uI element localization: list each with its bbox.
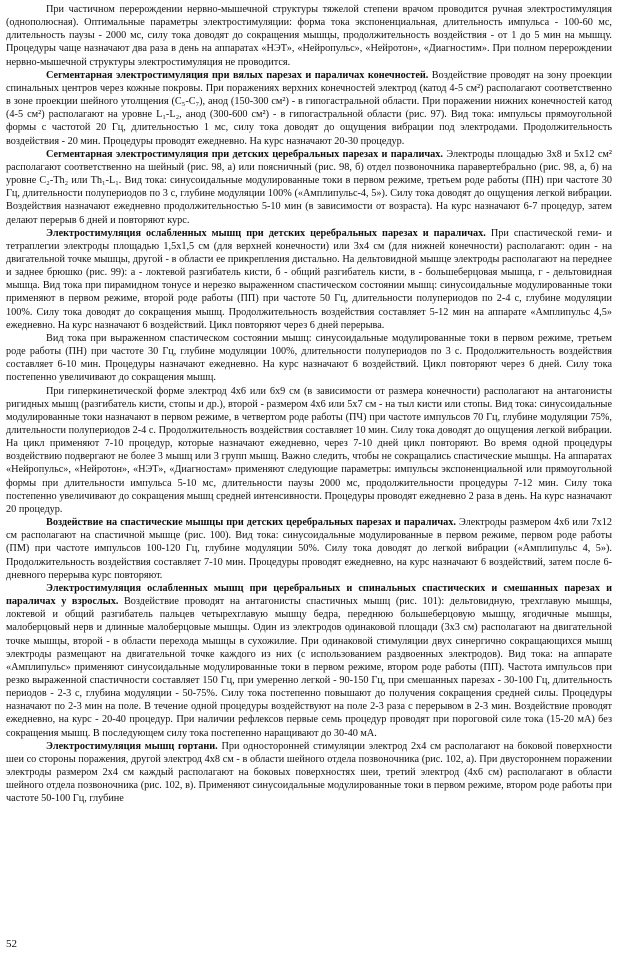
- paragraph-text: Электроды площадью 3х8 и 5х12 см² располагают соответственно на шейный (рис. 98, а) или поясничный (рис. 98, б) отдел позвоночника паравертебрально (рис. 98, а, б) на уровне C₂-Th₂ или Th₁-L₁. Вид тока: синусоидальные модулированные токи в первом режиме, третьем роде работы (ПН) при частоте 30 Гц, длительности полупериодов по 3 с, глубине модуляции 100% («Амплипульс-4, 5»). Силу тока доводят до ощущения легкой вибрации. Воздействия назначают ежедневно продолжительностью 5-10 мин (в зависимости от возраста). На курс назначают 6-7 процедур, затем делают перерыв 6 дней и повторяют курс.: [6, 148, 612, 226]
- paragraph: [6, 516, 612, 582]
- paragraph: [6, 385, 612, 517]
- paragraph: [6, 3, 612, 69]
- paragraph-text: При спастической геми- и тетраплегии электроды площадью 1,5х1,5 см (для верхней конечности) или 3х4 см (для нижней конечности) располагают: один - на двигательной точке мышцы, другой - в области ее прикрепления дистально. На дельтовидной мышце электроды располагают на переднее и заднее брюшко (рис. 99): а - локтевой разгибатель кисти, б - общий разгибатель кисти, в - большеберцовая мышца, г - дельтовидная мышца. Вид тока при пирамидном тонусе и нерезко выраженном спастическом состоянии мышц: синусоидальные модулированные токи применяют в первом режиме, второй роде работы (ПП) при частоте 50 Гц, длительности полупериодов по 2-4 с, глубине модуляции 100%. Силу тока доводят до сокращения мышц. Продолжительность воздействия составляет 5-12 мин на аппарате «Амплипульс 4,5» ежедневно. На курс назначают 6 воздействий. Цикл повторяют через 6 дней перерыва.: [6, 227, 612, 331]
- paragraph-text: Воздействие проводят на антагонисты спастичных мышц (рис. 101): дельтовидную, трехглавую мышцы, локтевой и общий разгибатель пальцев четырехглавую мышцу бедра, переднюю большеберцовую мышцу, ягодичные мышцы, малоберцовый нерв и длинные малоберцовые мышцы. Один из электродов одинаковой площади (3х3 см) располагают на двигательной точке мышцы, второй - в области перехода мышцы в сухожилие. При одинаковой стимуляции двух синергично сокращающихся мышц электроды размещают на двигательной точке каждого из них (с использованием раздвоенных электродов). Вид тока: на аппарате «Амплипульс» применяют синусоидальные модулированные токи в первом режиме, втором роде работы (ПП). Частота импульсов при резко выраженной спастичности составляет 150 Гц, при умеренно легкой - 90-150 Гц, при смешанных парезах - 30-100 Гц, длительность периодов - 2-3 с, глубина модуляции - 50-75%. Силу тока постепенно повышают до получения сокращения средней силы. Процедуры назначают по 2-3 мин на поле. В течение одной процедуры воздействуют на поле 2-3 раза с перерывом в 2-3 мин. Воздействие проводят ежедневно, на курс - 20-40 процедур. При наличии рефлексов первые семь процедур проводят при пороговой силе тока (15-20 мА) без сокращения мышц. В последующем силу тока постепенно наращивают до 30-40 мА.: [6, 596, 612, 739]
- paragraph-text: Вид тока при выраженном спастическом состоянии мышц: синусоидальные модулированные токи в первом режиме, третьем роде работы (ПН) при частоте 30 Гц, глубине модуляции 100%, длительности полупериодов по 3 с. Продолжительность воздействия составляет 6-10 мин. Процедуры назначают ежедневно. На курс назначают 6 воздействий. Цикл повторяют через 6 дней. Силу тока постепенно увеличивают до сокращения мышц.: [6, 332, 612, 384]
- paragraph-heading: Электростимуляция мышц гортани.: [46, 740, 218, 752]
- paragraph-heading: Сегментарная электростимуляция при вялых парезах и параличах конечностей.: [46, 69, 429, 81]
- paragraph-heading: Сегментарная электростимуляция при детских церебральных парезах и параличах.: [46, 148, 443, 160]
- paragraph: [6, 332, 612, 385]
- paragraph-text: При односторонней стимуляции электрод 2х4 см располагают на боковой поверхности шеи со стороны поражения, другой электрод 4х8 см - в области шейного отдела позвоночника (рис. 102, а). При двустороннем поражении электроды размером 2х4 см каждый располагают на боковых поверхностях шеи, третий электрод (4х6 см) располагают в области шейного отдела позвоночника (рис. 102, в). Применяют синусоидальные модулированные токи в первом режиме, втором роде работы при частоте 50-100 Гц, глубине: [6, 740, 613, 805]
- paragraph-text: При частичном перерождении нервно-мышечной структуры тяжелой степени врачом проводится ручная электростимуляция (однополюсная). Оптимальные параметры электростимуляции: форма тока экспоненциальная, длительность импульса - 100-60 мс, длительность паузы - 2000 мс, силу тока доводят до сокращения мышцы, продолжительность воздействия - от 1 до 5 мин на мышцу. Процедуры чаще назначают два раза в день на аппаратах «НЭТ», «Нейропульс», «Нейротон», «Диагностим». При полном перерождении нервно-мышечной структуры электростимуляция не проводится.: [6, 4, 612, 68]
- paragraph: [6, 227, 612, 332]
- paragraph-heading: Электростимуляция ослабленных мышц при детских церебральных парезах и параличах.: [46, 227, 486, 239]
- paragraph-text: Воздействие проводят на зону проекции спинальных центров через кожные покровы. При поражениях верхних конечностей электрод (катод 4-5 см²) располагают соответственно в зоне проекции шейного утолщения (C₅-C₇), анод (150-300 см²) - в гипогастральной области. При поражении нижних конечностей катод (4-5 см²) располагают на уровне L₁-L₂, анод (300-600 см²) - в гипогастральной области (рис. 97). Вид тока: импульсы прямоугольной формы с частотой 20 Гц, длительностью 1 мс, силу тока доводят до ощущения вибрации под электродами. Продолжительность воздействия - 20 мин. Процедуры проводят ежедневно. На курс назначают 20-30 процедур.: [6, 69, 613, 147]
- paragraph: [6, 148, 612, 227]
- body-text: [6, 3, 612, 806]
- paragraph: [6, 582, 612, 740]
- paragraph-text: Электроды размером 4х6 или 7х12 см располагают на спастичной мышце (рис. 100). Вид тока: синусоидальные модулированные в первом режиме, первом роде работы (ПМ) при частоте импульсов 100-120 Гц, глубине модуляции 50%. Силу тока доводят до легкой вибрации («Амплипульс 4, 5»). Продолжительность воздействия составляет 7-10 мин. Процедуры проводят ежедневно, на курс назначают 6 воздействий, затем после 6-дневного перерыва курс повторяют.: [6, 517, 612, 581]
- paragraph-heading: Воздействие на спастические мышцы при детских церебральных парезах и параличах.: [46, 517, 456, 529]
- paragraph-heading: Электростимуляция ослабленных мышц при церебральных и спинальных спастических и смешанных парезах и параличах у взрослых.: [6, 582, 612, 608]
- paragraph-text: При гиперкинетической форме электрод 4х6 или 6х9 см (в зависимости от размера конечности) располагают на антагонисты ригидных мышц (разгибатель кисти, стопы и др.), второй - размером 4х6 или 5х7 см - на тыл кисти или стопы. Вид тока: синусоидальные модулированные токи назначают в первом режиме, в четвертом роде работы (ПЧ) при частоте импульсов 70 Гц, глубине модуляции 75%, длительности полупериодов 2-4 с. Продолжительность воздействия составляет 10 мин. Силу тока доводят до ощущения легкой вибрации. На цикл применяют 7-10 процедур, которые назначают ежедневно, через 7-10 дней цикл повторяют. Во время одной процедуры воздействию подвергают не более 3 мышц или 3 групп мышц. Важно следить, чтобы не сокращались спастические мышцы. На аппаратах «Нейропульс», «Нейротон», «НЭТ», «Диагностам» применяют следующие параметры: импульсы экспоненциальной или прямоугольной формы при длительности импульса 5-10 мс, длительности паузы 2000 мс, продолжительности процедуры 7-12 мин. Силу тока постепенно увеличивают до сокращения мышц средней интенсивности. Процедуры проводят ежедневно 2 раза в день. На курс назначают 20 процедур.: [6, 385, 612, 515]
- paragraph: [6, 69, 612, 148]
- paragraph: [6, 740, 612, 806]
- page-number: 52: [6, 938, 17, 950]
